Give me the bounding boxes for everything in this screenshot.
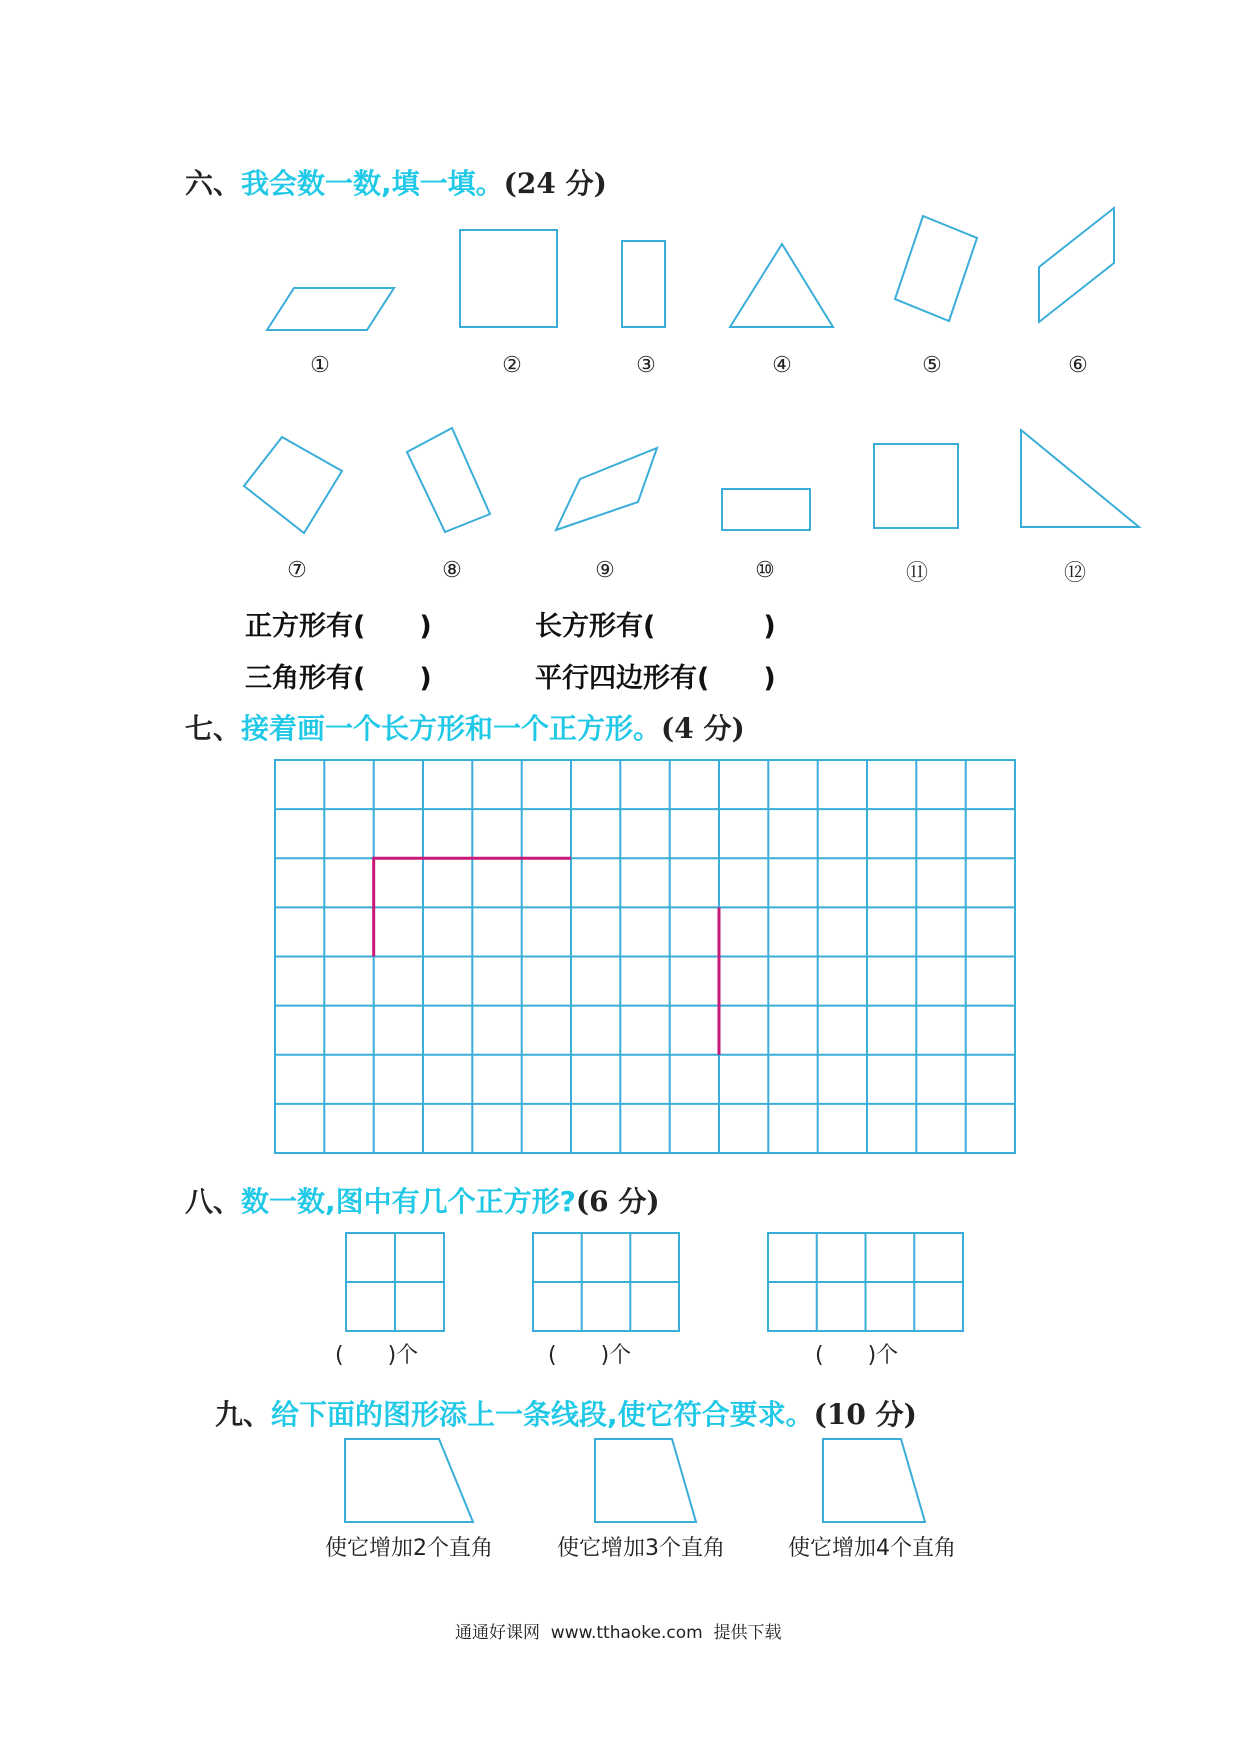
shape-4-triangle bbox=[730, 244, 833, 327]
shape-1-parallelogram bbox=[267, 288, 394, 330]
shape-label-12: ⑫ bbox=[1063, 561, 1086, 586]
count-answer-2[interactable]: ( )个 bbox=[548, 1343, 632, 1368]
section-6-points: (24 分) bbox=[503, 167, 607, 200]
answer-rectangle[interactable]: 长方形有( ) bbox=[535, 611, 776, 642]
shape-label-6: ⑥ bbox=[1068, 353, 1088, 378]
section-7-number: 七、 bbox=[185, 712, 242, 745]
drawing-grid bbox=[275, 760, 1015, 1153]
shape-3-rectangle bbox=[622, 241, 665, 327]
count-grid-2x3 bbox=[533, 1233, 679, 1331]
count-grid-2x2 bbox=[346, 1233, 444, 1331]
count-grid-2x4 bbox=[768, 1233, 963, 1331]
section-8-number: 八、 bbox=[185, 1185, 242, 1218]
shape-label-1: ① bbox=[310, 353, 330, 378]
answer-parallelogram[interactable]: 平行四边形有( ) bbox=[535, 663, 776, 694]
section-9-points: (10 分) bbox=[813, 1398, 917, 1431]
shape-label-11: ⑪ bbox=[905, 561, 928, 586]
section-9-heading bbox=[215, 1393, 917, 1433]
section-7-title: 接着画一个长方形和一个正方形。 bbox=[241, 712, 662, 745]
answer-square[interactable]: 正方形有( ) bbox=[245, 611, 432, 642]
shape-8-rectangle bbox=[407, 428, 490, 532]
trapezoid-2 bbox=[595, 1439, 696, 1522]
shape-label-10: ⑩ bbox=[755, 558, 775, 583]
shape-label-9: ⑨ bbox=[595, 558, 615, 583]
trapezoid-caption-1: 使它增加2个直角 bbox=[325, 1536, 493, 1561]
section-6-number: 六、 bbox=[185, 167, 242, 200]
shape-label-7: ⑦ bbox=[287, 558, 307, 583]
trapezoid-caption-2: 使它增加3个直角 bbox=[557, 1536, 725, 1561]
shape-label-2: ② bbox=[502, 353, 522, 378]
answer-triangle[interactable]: 三角形有( ) bbox=[245, 663, 432, 694]
section-8-points: (6 分) bbox=[575, 1185, 660, 1218]
section-6-title: 我会数一数,填一填。 bbox=[241, 167, 504, 200]
shape-label-4: ④ bbox=[772, 353, 792, 378]
section-9-number: 九、 bbox=[215, 1398, 272, 1431]
footer: 通通好课网 www.tthaoke.com 提供下载 bbox=[455, 1623, 782, 1643]
shape-9-parallelogram bbox=[556, 448, 657, 530]
count-answer-3[interactable]: ( )个 bbox=[815, 1343, 899, 1368]
trapezoid-3 bbox=[823, 1439, 925, 1522]
trapezoid-caption-3: 使它增加4个直角 bbox=[788, 1536, 956, 1561]
shape-2-square bbox=[460, 230, 557, 327]
section-9-title: 给下面的图形添上一条线段,使它符合要求。 bbox=[271, 1398, 814, 1431]
shape-5-rectangle bbox=[895, 216, 977, 321]
shape-label-8: ⑧ bbox=[442, 558, 462, 583]
shape-10-rectangle bbox=[722, 489, 810, 530]
section-7-points: (4 分) bbox=[661, 712, 745, 745]
section-8-heading bbox=[185, 1180, 660, 1220]
shape-label-5: ⑤ bbox=[922, 353, 942, 378]
trapezoid-1 bbox=[345, 1439, 473, 1522]
count-answer-1[interactable]: ( )个 bbox=[335, 1343, 419, 1368]
section-7-heading bbox=[185, 707, 745, 747]
shape-7-square bbox=[244, 437, 342, 533]
shape-6-parallelogram bbox=[1039, 208, 1114, 322]
shape-11-square bbox=[874, 444, 958, 528]
shape-12-triangle bbox=[1021, 430, 1139, 527]
section-8-title: 数一数,图中有几个正方形? bbox=[241, 1185, 576, 1218]
shape-label-3: ③ bbox=[636, 353, 656, 378]
